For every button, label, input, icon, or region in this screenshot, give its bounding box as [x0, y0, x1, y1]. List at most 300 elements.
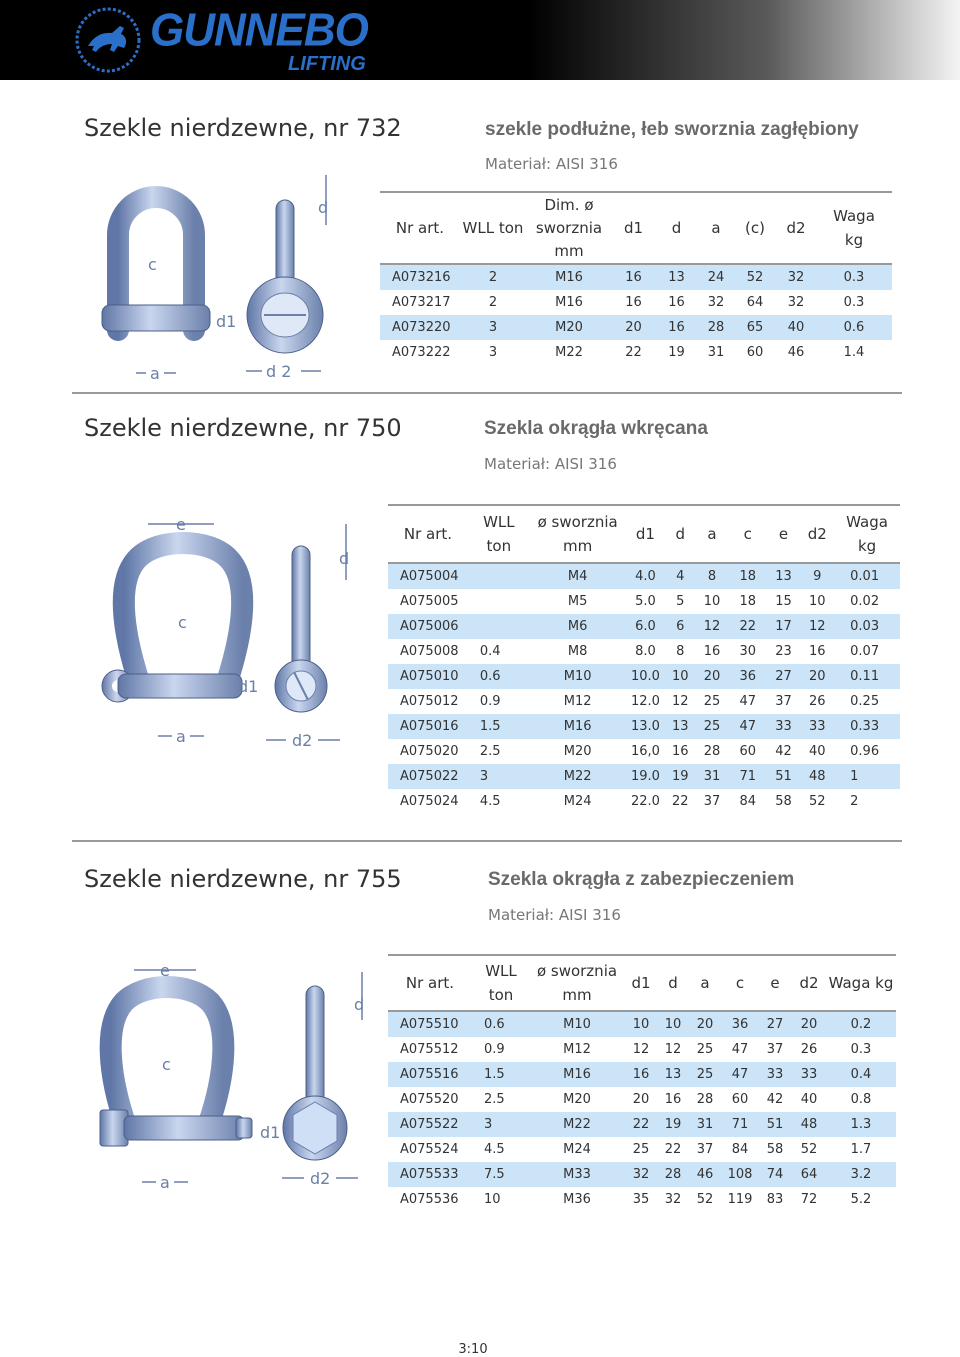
table-cell: 37	[696, 1142, 714, 1157]
table-cell: 8	[676, 644, 685, 659]
table-cell: 25	[703, 694, 721, 709]
article-number-cell: A075522	[388, 1112, 472, 1137]
table-cell: 47	[722, 1062, 758, 1087]
table-cell: 16	[668, 295, 685, 310]
table-cell: 0.4	[826, 1062, 896, 1087]
header-pin: Dim. ø sworznia mm	[526, 192, 612, 264]
table-cell: 6.0	[626, 614, 666, 639]
table-cell: 84	[731, 1142, 749, 1157]
article-number-cell: A075008	[400, 644, 459, 659]
header-d2: d2	[792, 955, 826, 1011]
table-cell: 84	[739, 794, 757, 809]
table-cell: 5.2	[850, 1192, 872, 1207]
table-cell: M22	[555, 345, 583, 360]
table-cell: 28	[698, 315, 734, 340]
table-cell: 10	[624, 1011, 658, 1037]
dim-label-d1: d1	[216, 312, 237, 331]
header-nr-art: Nr art.	[380, 192, 460, 264]
header-nr-art: Nr art.	[388, 505, 468, 563]
header-c: c	[729, 505, 767, 563]
table-cell: M24	[563, 794, 592, 809]
table-cell: 33	[800, 714, 834, 739]
article-number-cell: A075010	[388, 664, 468, 689]
article-number-cell: A073216	[380, 264, 460, 290]
table-cell: 30	[739, 644, 757, 659]
section-title-750: Szekle nierdzewne, nr 750	[84, 414, 402, 442]
section-divider	[72, 840, 902, 842]
table-cell: 5.0	[635, 594, 656, 609]
table-cell: 31	[707, 345, 725, 360]
table-cell: 16,0	[630, 744, 660, 759]
table-cell: 52	[696, 1192, 714, 1207]
table-cell: 32	[787, 295, 805, 310]
table-cell	[468, 563, 530, 589]
table-cell: 22	[624, 1112, 658, 1137]
table-cell: 3	[468, 764, 530, 789]
table-cell: M12	[563, 1042, 591, 1057]
table-cell: 10	[703, 594, 721, 609]
dim-label-a: a	[150, 364, 160, 383]
table-cell: 72	[800, 1192, 818, 1207]
table-cell: 16	[808, 644, 826, 659]
table-cell: 25	[696, 1042, 714, 1057]
table-cell: 12	[664, 1042, 682, 1057]
table-cell: 47	[731, 1042, 749, 1057]
table-cell: 0.02	[850, 594, 880, 609]
header-band	[0, 0, 960, 80]
article-number-cell: A075022	[388, 764, 468, 789]
header-d: d	[665, 505, 695, 563]
table-cell: 71	[729, 764, 767, 789]
table-cell: M22	[530, 1112, 624, 1137]
table-cell: 2	[460, 264, 526, 290]
table-row	[388, 1137, 896, 1162]
dim-label-a750: a	[176, 727, 186, 746]
dim-label-d1-750: d1	[238, 677, 259, 696]
table-cell: 3	[460, 315, 526, 340]
dim-label-d: d	[318, 198, 329, 217]
table-cell: 108	[722, 1162, 758, 1187]
table-cell: M6	[530, 614, 626, 639]
table-cell: 1	[834, 764, 900, 789]
table-cell: 36	[722, 1011, 758, 1037]
table-cell: 10	[658, 1011, 688, 1037]
table-cell: M4	[530, 563, 626, 589]
header-d: d	[658, 955, 688, 1011]
table-cell: 0.6	[468, 664, 530, 689]
table-cell: 16	[703, 644, 721, 659]
header-a: a	[695, 505, 729, 563]
dim-label-c750: c	[178, 613, 187, 632]
table-cell: 2	[488, 295, 498, 310]
table-cell: 0.2	[826, 1011, 896, 1037]
table-cell: 0.6	[816, 315, 892, 340]
table-cell: 42	[766, 1092, 784, 1107]
table-cell: M22	[530, 764, 626, 789]
table-cell: 13	[767, 563, 801, 589]
table-row	[388, 1087, 896, 1112]
table-cell: 0.4	[479, 644, 501, 659]
table-cell: 71	[722, 1112, 758, 1137]
table-cell: 22	[664, 1142, 682, 1157]
article-number-cell: A073220	[380, 315, 460, 340]
table-row	[388, 764, 900, 789]
table-cell: 16	[671, 744, 689, 759]
table-cell: 28	[658, 1162, 688, 1187]
table-cell: 0.9	[484, 1042, 505, 1057]
article-number-cell: A075012	[400, 694, 459, 709]
table-cell: 60	[739, 744, 757, 759]
table-row	[380, 290, 892, 315]
dim-label-d2-755: d2	[310, 1169, 331, 1188]
table-cell: 52	[808, 794, 826, 809]
header-wll: WLL ton	[460, 192, 526, 264]
table-cell: M5	[567, 594, 588, 609]
table-cell: 4.5	[484, 1142, 505, 1157]
table-cell: 40	[800, 1092, 818, 1107]
section-title-755: Szekle nierdzewne, nr 755	[84, 865, 402, 893]
article-number-cell: A075516	[388, 1062, 472, 1087]
table-cell: 28	[696, 1092, 714, 1107]
table-cell: 27	[767, 664, 801, 689]
table-cell: 47	[729, 714, 767, 739]
table-cell: 2.5	[484, 1092, 505, 1107]
table-cell: 3	[472, 1112, 530, 1137]
table-cell: 22	[671, 794, 689, 809]
table-cell: 33	[767, 714, 801, 739]
table-cell: 23	[775, 644, 792, 659]
table-cell: 31	[695, 764, 729, 789]
table-row	[388, 714, 900, 739]
table-cell: 13	[665, 714, 695, 739]
article-number-cell: A075520	[400, 1092, 459, 1107]
table-cell: 40	[808, 744, 826, 759]
table-cell: M20	[526, 315, 612, 340]
table-cell: M10	[530, 1011, 624, 1037]
article-number-cell: A073222	[392, 345, 451, 360]
table-cell: 28	[703, 744, 721, 759]
table-cell: 20	[792, 1011, 826, 1037]
table-cell: 20	[612, 315, 655, 340]
table-cell: 13.0	[626, 714, 666, 739]
table-cell: 0.33	[834, 714, 900, 739]
page-number: 3:10	[458, 1342, 488, 1357]
table-cell: 27	[758, 1011, 792, 1037]
table-cell: M20	[563, 744, 592, 759]
table-cell: 51	[758, 1112, 792, 1137]
section-title-732: Szekle nierdzewne, nr 732	[84, 114, 402, 142]
horse-emblem-icon	[74, 6, 142, 74]
table-cell: 2	[850, 794, 859, 809]
article-number-cell: A075020	[400, 744, 459, 759]
table-cell: 0.3	[843, 295, 865, 310]
table-cell: 19	[658, 1112, 688, 1137]
dim-label-d2-750: d2	[292, 731, 313, 750]
table-cell: 13	[658, 1062, 688, 1087]
table-cell: 3	[488, 345, 498, 360]
table-cell: 13	[655, 264, 698, 290]
header-weight: Waga kg	[826, 955, 896, 1011]
table-cell: 1.3	[826, 1112, 896, 1137]
spec-table-732	[380, 191, 892, 365]
table-cell: 1.5	[468, 714, 530, 739]
table-cell: 20	[688, 1011, 722, 1037]
header-wll: WLL ton	[472, 955, 530, 1011]
table-cell: M36	[563, 1192, 591, 1207]
table-cell: 4.5	[479, 794, 501, 809]
table-cell: 16	[625, 295, 642, 310]
header-d2: d2	[776, 192, 816, 264]
article-number-cell: A075524	[400, 1142, 459, 1157]
table-cell: 0.8	[850, 1092, 872, 1107]
table-cell: 0.3	[850, 1042, 872, 1057]
table-cell: 64	[792, 1162, 826, 1187]
table-cell	[468, 589, 530, 614]
table-cell: 22	[729, 614, 767, 639]
table-cell: 48	[792, 1112, 826, 1137]
dim-label-e755: e	[160, 961, 170, 980]
shackle-750-drawing	[96, 510, 366, 760]
table-cell: 37	[775, 694, 792, 709]
article-number-cell: A075004	[388, 563, 468, 589]
table-cell: M20	[563, 1092, 591, 1107]
table-row	[388, 689, 900, 714]
table-cell: 4	[665, 563, 695, 589]
table-cell: 25	[688, 1062, 722, 1087]
table-cell: 1.5	[472, 1062, 530, 1087]
table-cell: 24	[698, 264, 734, 290]
article-number-cell: A075016	[388, 714, 468, 739]
dim-label-c755: c	[162, 1055, 171, 1074]
table-cell: 0.01	[834, 563, 900, 589]
dim-label-e: e	[176, 515, 186, 534]
article-number-cell: A075006	[388, 614, 468, 639]
table-cell: 25	[695, 714, 729, 739]
header-nr-art: Nr art.	[388, 955, 472, 1011]
table-cell: 16	[664, 1092, 682, 1107]
table-row	[388, 1162, 896, 1187]
table-cell: 12	[671, 694, 689, 709]
table-row	[388, 639, 900, 664]
header-e: e	[767, 505, 801, 563]
table-cell: 0.03	[834, 614, 900, 639]
header-e: e	[758, 955, 792, 1011]
table-cell: 25	[632, 1142, 650, 1157]
table-row	[388, 1062, 896, 1087]
table-cell: 48	[800, 764, 834, 789]
table-cell: 19	[668, 345, 685, 360]
table-cell: 22	[625, 345, 642, 360]
dim-label-a755: a	[160, 1173, 170, 1192]
table-cell: 51	[767, 764, 801, 789]
table-cell: 20	[695, 664, 729, 689]
section-subtitle-750: Szekla okrągła wkręcana	[484, 418, 708, 439]
table-cell: 46	[787, 345, 805, 360]
dim-label-d750: d	[339, 549, 350, 568]
table-cell: 32	[664, 1192, 682, 1207]
table-cell: 5	[676, 594, 685, 609]
article-number-cell: A075536	[400, 1192, 459, 1207]
table-cell: 32	[707, 295, 725, 310]
article-number-cell: A075005	[400, 594, 459, 609]
table-cell	[468, 614, 530, 639]
table-cell: 58	[775, 794, 792, 809]
header-d: d	[655, 192, 698, 264]
table-cell: M12	[563, 694, 592, 709]
section-material-755: Materiał: AISI 316	[488, 906, 621, 924]
table-cell: 12.0	[630, 694, 660, 709]
table-cell: 10	[808, 594, 826, 609]
table-cell: 15	[775, 594, 792, 609]
dim-label-d1-755: d1	[260, 1123, 281, 1142]
table-cell: 17	[767, 614, 801, 639]
table-cell: M16	[530, 1062, 624, 1087]
table-cell: 31	[688, 1112, 722, 1137]
spec-table-750	[388, 504, 900, 814]
table-cell: 18	[739, 594, 757, 609]
table-cell: 6	[665, 614, 695, 639]
header-pin: ø sworznia mm	[530, 955, 624, 1011]
table-row	[388, 563, 900, 589]
header-pin: ø sworznia mm	[530, 505, 626, 563]
table-cell: 58	[766, 1142, 784, 1157]
table-cell: 26	[808, 694, 826, 709]
table-cell: 0.07	[850, 644, 880, 659]
table-cell: 40	[776, 315, 816, 340]
table-cell: 16	[624, 1062, 658, 1087]
section-subtitle-755: Szekla okrągła z zabezpieczeniem	[488, 869, 795, 890]
table-cell: 10	[665, 664, 695, 689]
header-a: a	[688, 955, 722, 1011]
table-row	[388, 664, 900, 689]
table-cell: 32	[624, 1162, 658, 1187]
table-cell: 8.0	[635, 644, 656, 659]
table-cell: 0.25	[850, 694, 880, 709]
header-c: c	[722, 955, 758, 1011]
table-cell: 16	[612, 264, 655, 290]
table-cell: 37	[703, 794, 721, 809]
table-cell: 47	[739, 694, 757, 709]
section-divider	[72, 392, 902, 394]
table-cell: M16	[530, 714, 626, 739]
table-cell: 12	[695, 614, 729, 639]
table-row	[388, 1011, 896, 1037]
table-row	[388, 789, 900, 814]
header-d1: d1	[624, 955, 658, 1011]
dim-label-d755: d	[354, 995, 365, 1014]
dim-label-c: c	[148, 255, 157, 274]
table-cell: M24	[563, 1142, 591, 1157]
article-number-cell: A075510	[388, 1011, 472, 1037]
table-cell: 20	[632, 1092, 650, 1107]
table-row	[388, 1112, 896, 1137]
brand-name: GUNNEBO	[150, 4, 368, 57]
table-cell: 16	[655, 315, 698, 340]
table-cell: 4.0	[626, 563, 666, 589]
table-cell: 20	[800, 664, 834, 689]
table-cell: 0.3	[816, 264, 892, 290]
table-cell: 19	[665, 764, 695, 789]
table-cell: 52	[734, 264, 776, 290]
table-cell: 37	[766, 1042, 784, 1057]
table-cell: 3.2	[826, 1162, 896, 1187]
table-cell: 22.0	[630, 794, 660, 809]
table-cell: 32	[776, 264, 816, 290]
table-cell: 33	[792, 1062, 826, 1087]
table-cell: 0.11	[834, 664, 900, 689]
table-cell: 42	[775, 744, 792, 759]
table-cell: 60	[731, 1092, 749, 1107]
spec-table-755	[388, 954, 896, 1212]
table-cell: 10	[484, 1192, 501, 1207]
table-cell: 9	[800, 563, 834, 589]
table-cell: 0.6	[472, 1011, 530, 1037]
table-cell: 36	[729, 664, 767, 689]
header-d2: d2	[800, 505, 834, 563]
table-cell: 46	[688, 1162, 722, 1187]
table-cell: 35	[632, 1192, 650, 1207]
table-cell: 74	[758, 1162, 792, 1187]
table-cell: M16	[555, 295, 583, 310]
table-row	[388, 1037, 896, 1062]
article-number-cell: A075533	[388, 1162, 472, 1187]
table-cell: 52	[800, 1142, 818, 1157]
header-c: (c)	[734, 192, 776, 264]
table-row	[388, 589, 900, 614]
dim-label-d2: d 2	[266, 362, 292, 381]
table-row	[388, 614, 900, 639]
table-cell: 33	[758, 1062, 792, 1087]
table-row	[388, 1187, 896, 1212]
table-cell: 12	[632, 1042, 650, 1057]
brand-sub: LIFTING	[288, 53, 366, 75]
table-cell: M33	[530, 1162, 624, 1187]
table-cell: 64	[746, 295, 764, 310]
table-cell: 0.9	[479, 694, 501, 709]
header-weight: Waga kg	[834, 505, 900, 563]
header-d1: d1	[626, 505, 666, 563]
header-d1: d1	[612, 192, 655, 264]
table-cell: M8	[567, 644, 588, 659]
table-row	[388, 739, 900, 764]
table-row	[380, 264, 892, 290]
table-cell: 0.96	[850, 744, 880, 759]
section-subtitle-732: szekle podłużne, łeb sworznia zagłębiony	[485, 119, 859, 140]
table-cell: M16	[526, 264, 612, 290]
table-cell: M10	[530, 664, 626, 689]
table-cell: 1.4	[843, 345, 865, 360]
table-cell: 8	[695, 563, 729, 589]
article-number-cell: A075024	[400, 794, 459, 809]
shackle-755-drawing	[96, 958, 376, 1198]
table-cell: 26	[800, 1042, 818, 1057]
table-cell: 83	[766, 1192, 784, 1207]
table-row	[380, 340, 892, 365]
shackle-732-drawing	[96, 165, 346, 385]
table-cell: 60	[746, 345, 764, 360]
table-cell: 7.5	[472, 1162, 530, 1187]
table-cell: 19.0	[626, 764, 666, 789]
table-cell: 10.0	[626, 664, 666, 689]
article-number-cell: A075512	[400, 1042, 459, 1057]
table-cell: 2.5	[479, 744, 501, 759]
table-cell: 18	[729, 563, 767, 589]
table-cell: 119	[727, 1192, 753, 1207]
header-a: a	[698, 192, 734, 264]
table-row	[380, 315, 892, 340]
article-number-cell: A073217	[392, 295, 451, 310]
section-material-732: Materiał: AISI 316	[485, 155, 618, 173]
